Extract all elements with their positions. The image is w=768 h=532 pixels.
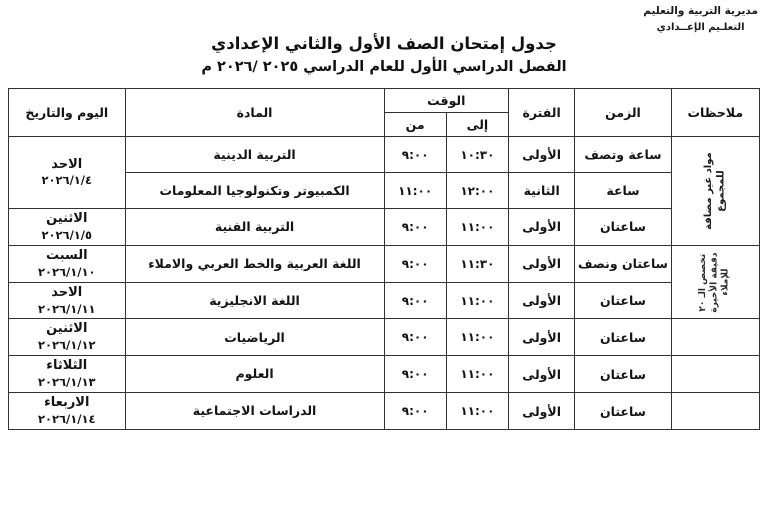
notes-cell-empty (671, 319, 759, 356)
day-date: ٢٠٢٦/١/١٣ (37, 375, 96, 390)
cell-day-date (9, 245, 126, 282)
cell-period: الأولى (509, 209, 575, 246)
org-name-line: مديرية التربية والتعليم (643, 5, 758, 17)
cell-day-date (9, 393, 126, 430)
day-date: ٢٠٢٦/١/١٤ (37, 412, 96, 427)
notes-cell-2 (671, 245, 759, 319)
cell-time-to: ١١:٠٠ (446, 209, 508, 246)
day-name: الثلاثاء (46, 358, 88, 374)
table-row (9, 282, 760, 319)
cell-time-from: ٩:٠٠ (384, 137, 446, 173)
table-row (9, 209, 760, 246)
notes-text-1: مواد غير مضافة للمجموع (702, 152, 727, 230)
schedule-table-wrapper (8, 88, 760, 430)
document-title-block (0, 32, 768, 79)
cell-subject: اللغة الانجليزية (125, 282, 384, 319)
cell-time-to: ١١:٠٠ (446, 393, 508, 430)
table-row (9, 245, 760, 282)
cell-time-from: ٩:٠٠ (384, 245, 446, 282)
day-date: ٢٠٢٦/١/١٠ (37, 264, 96, 279)
header-time-to: إلى (446, 113, 508, 137)
day-date: ٢٠٢٦/١/٤ (41, 173, 93, 188)
cell-period: الأولى (509, 319, 575, 356)
cell-time-to: ١١:٠٠ (446, 319, 508, 356)
day-name: الاثنين (46, 321, 88, 337)
cell-subject: الدراسات الاجتماعية (125, 393, 384, 430)
header-time-from: من (384, 113, 446, 137)
table-head (9, 89, 760, 137)
day-name: الاربعاء (44, 395, 90, 411)
cell-subject: التربية الفنية (125, 209, 384, 246)
cell-period: الأولى (509, 393, 575, 430)
header-subject: المادة (125, 89, 384, 137)
cell-period: الثانية (509, 173, 575, 209)
cell-duration: ساعتان (575, 356, 671, 393)
day-date: ٢٠٢٦/١/١٢ (37, 338, 96, 353)
cell-duration: ساعة وتصف (575, 137, 671, 173)
day-date: ٢٠٢٦/١/١١ (37, 301, 96, 316)
header-time-group: الوقت (384, 89, 508, 113)
cell-time-to: ١٢:٠٠ (446, 173, 508, 209)
table-row (9, 319, 760, 356)
day-name: الاحد (51, 284, 83, 300)
table-row (9, 137, 760, 173)
cell-time-from: ٩:٠٠ (384, 319, 446, 356)
page-title: جدول إمتحان الصف الأول والثاني الإعدادي (211, 34, 557, 53)
cell-period: الأولى (509, 137, 575, 173)
notes-cell-empty (671, 393, 759, 430)
header-duration: الزمن (575, 89, 671, 137)
page-subtitle: الفصل الدراسي الأول للعام الدراسي ٢٠٢٥ /٢٠٢٦ م (201, 59, 567, 76)
cell-subject: اللغة العربية والخط العربي والاملاء (125, 245, 384, 282)
cell-time-to: ١١:٣٠ (446, 245, 508, 282)
day-name: الاحد (51, 156, 83, 172)
cell-period: الأولى (509, 282, 575, 319)
day-name: الاثنين (46, 211, 88, 226)
cell-time-from: ٩:٠٠ (384, 282, 446, 319)
table-body (9, 137, 760, 430)
cell-duration: ساعتان (575, 319, 671, 356)
cell-duration: ساعتان (575, 282, 671, 319)
header-notes: ملاحظات (671, 89, 759, 137)
header-period: الفترة (509, 89, 575, 137)
cell-time-from: ١١:٠٠ (384, 173, 446, 209)
notes-text-2: تخصص الـ ٢٠ دقيقة الأخيرة للإملاء (698, 252, 731, 313)
cell-day-date (9, 282, 126, 319)
organization-header (643, 4, 758, 35)
cell-period: الأولى (509, 245, 575, 282)
cell-day-date (9, 137, 126, 209)
cell-time-from: ٩:٠٠ (384, 209, 446, 246)
table-row (9, 393, 760, 430)
cell-time-from: ٩:٠٠ (384, 393, 446, 430)
cell-time-to: ١٠:٣٠ (446, 137, 508, 173)
cell-duration: ساعتان (575, 393, 671, 430)
table-row (9, 356, 760, 393)
cell-subject: العلوم (125, 356, 384, 393)
cell-duration: ساعتان (575, 209, 671, 246)
cell-subject: التربية الدينية (125, 137, 384, 173)
cell-subject: الرياضيات (125, 319, 384, 356)
cell-day-date (9, 209, 126, 246)
org-department-line: التعلـيم الإعــدادي (656, 21, 745, 33)
exam-schedule-table (8, 88, 760, 430)
header-day-date: اليوم والتاريخ (9, 89, 126, 137)
cell-day-date (9, 319, 126, 356)
notes-cell-empty (671, 356, 759, 393)
cell-day-date (9, 356, 126, 393)
cell-time-to: ١١:٠٠ (446, 356, 508, 393)
cell-time-to: ١١:٠٠ (446, 282, 508, 319)
cell-subject: الكمبيوتر وتكنولوجيا المعلومات (125, 173, 384, 209)
cell-duration: ساعة (575, 173, 671, 209)
cell-period: الأولى (509, 356, 575, 393)
day-date: ٢٠٢٦/١/٥ (41, 227, 93, 242)
table-header-row-1 (9, 89, 760, 113)
day-name: السبت (45, 247, 88, 263)
cell-duration: ساعتان ونصف (575, 245, 671, 282)
notes-cell-1 (671, 137, 759, 246)
cell-time-from: ٩:٠٠ (384, 356, 446, 393)
